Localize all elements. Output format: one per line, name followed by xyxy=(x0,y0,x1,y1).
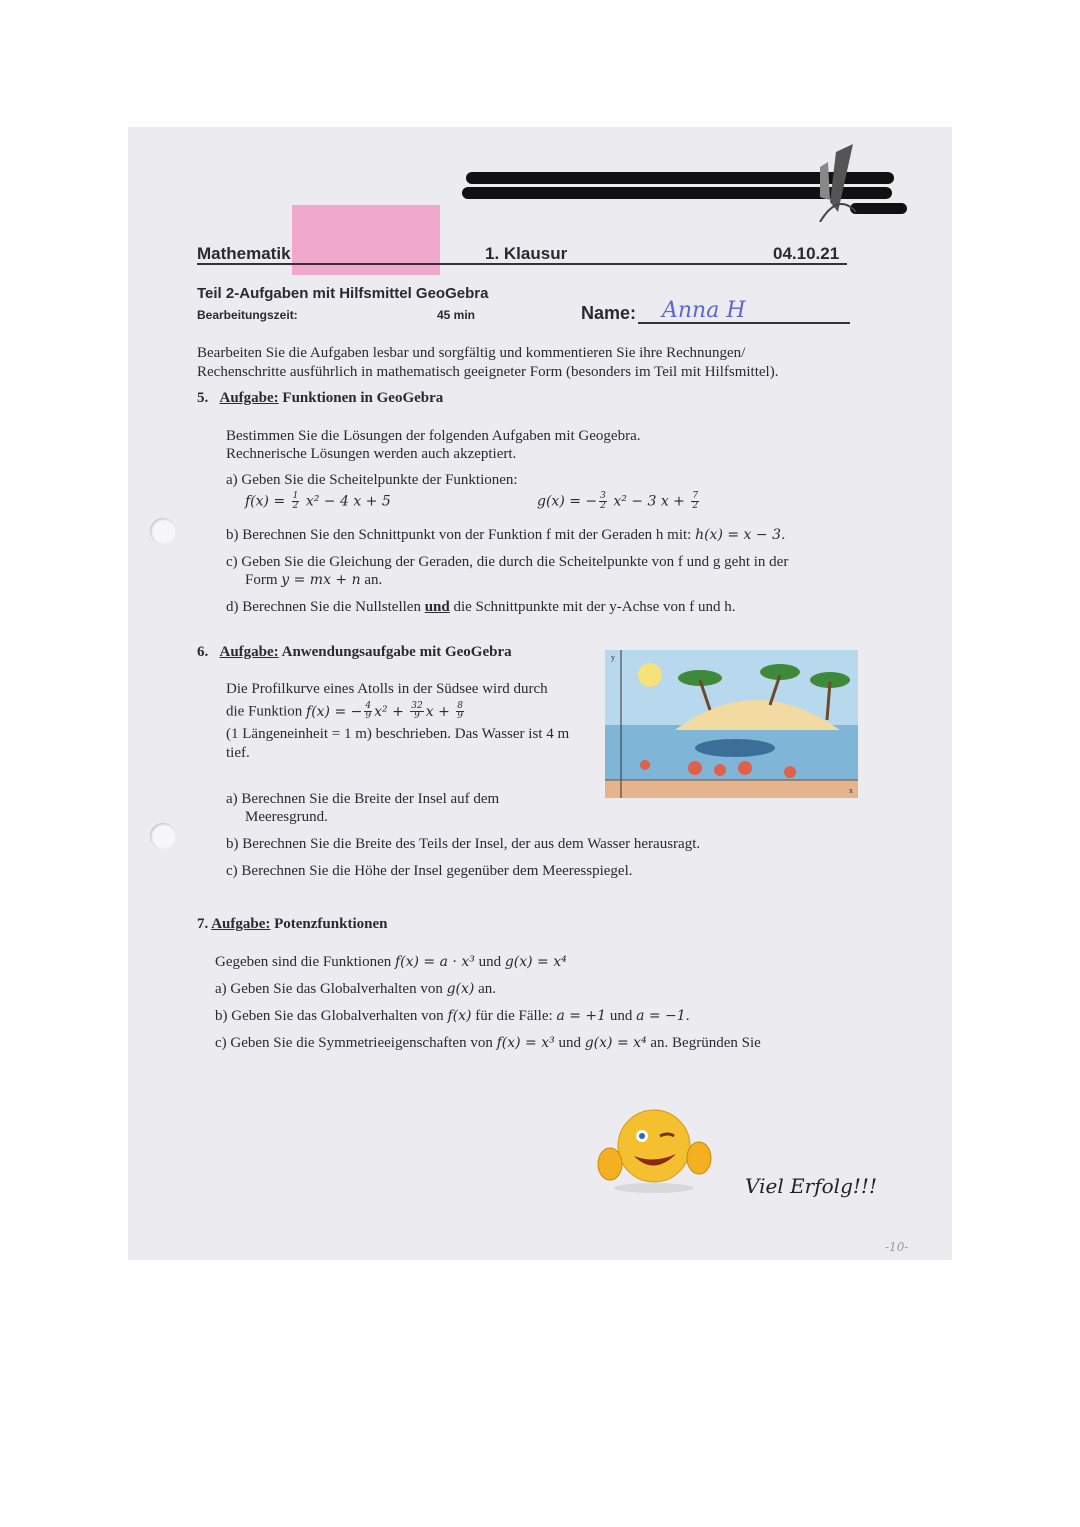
formula: a = +1 xyxy=(556,1008,607,1024)
formula: f(x) xyxy=(447,1008,472,1024)
task6-text: tief. xyxy=(226,745,250,761)
text: b) Geben Sie das Globalverhalten von xyxy=(215,1008,448,1024)
numerator: 8 xyxy=(457,701,463,711)
task6-text: (1 Längeneinheit = 1 m) beschrieben. Das Wasser ist 4 m xyxy=(226,726,570,742)
formula-term: x + xyxy=(425,703,455,720)
school-logo xyxy=(808,142,858,222)
text: an. Begründen Sie xyxy=(646,1035,761,1051)
text: Form xyxy=(245,572,282,588)
time-label: Bearbeitungszeit: xyxy=(197,308,298,322)
denominator: 2 xyxy=(692,501,699,511)
text: a) Geben Sie das Globalverhalten von xyxy=(215,981,447,997)
intro-line: Bearbeiten Sie die Aufgaben lesbar und sorgfältig und kommentieren Sie ihre Rechnungen/ xyxy=(197,345,746,361)
text: und xyxy=(606,1008,637,1024)
name-label: Name: xyxy=(581,303,637,323)
text: die Schnittpunkte mit der y-Achse von f und h. xyxy=(449,599,736,615)
atoll-illustration xyxy=(605,650,858,798)
numerator: 32 xyxy=(411,701,423,711)
task5-b xyxy=(226,526,785,544)
task-number: 5. xyxy=(197,390,209,406)
task-title: Anwendungsaufgabe mit GeoGebra xyxy=(281,644,512,660)
denominator: 9 xyxy=(414,711,420,721)
task6-text xyxy=(226,702,466,721)
task6-a: a) Berechnen Sie die Breite der Insel auf dem xyxy=(226,791,500,807)
task5-text: Rechnerische Lösungen werden auch akzeptiert. xyxy=(226,446,517,462)
task6-heading xyxy=(197,643,512,661)
task-number: 6. xyxy=(197,644,209,660)
numerator: 7 xyxy=(692,491,699,501)
text: und xyxy=(474,954,505,970)
formula: f(x) = a · x³ xyxy=(394,954,475,970)
task6-c: c) Berechnen Sie die Höhe der Insel gegenüber dem Meeresspiegel. xyxy=(226,863,633,879)
task7-a xyxy=(215,980,496,998)
text: d) Berechnen Sie die Nullstellen xyxy=(226,599,425,615)
winking-smiley-icon xyxy=(592,1102,717,1194)
name-value: Anna H xyxy=(662,298,746,323)
formula: g(x) xyxy=(446,981,475,997)
formula: g(x) = x⁴ xyxy=(504,954,567,970)
text: an. xyxy=(360,572,383,588)
text: die Funktion xyxy=(226,703,307,720)
formula-g xyxy=(537,492,701,511)
formula-f xyxy=(245,492,391,511)
formula: g(x) = x⁴ xyxy=(584,1035,647,1051)
formula-term: f(x) = − xyxy=(306,703,363,720)
fraction xyxy=(456,702,464,721)
formula-atoll xyxy=(306,701,466,721)
subject: Mathematik xyxy=(197,244,291,263)
numerator: 3 xyxy=(600,491,606,501)
task7-text xyxy=(215,953,567,971)
text: Gegeben sind die Funktionen xyxy=(215,954,395,970)
redaction-bar xyxy=(850,203,907,214)
denominator: 2 xyxy=(600,501,606,511)
task-label: Aufgabe: xyxy=(219,390,279,406)
task5-c-cont xyxy=(245,571,382,589)
emphasis: und xyxy=(424,599,450,615)
formula-term: f(x) = xyxy=(245,493,290,510)
fraction xyxy=(691,492,699,511)
time-value: 45 min xyxy=(437,308,476,322)
task6-text: Die Profilkurve eines Atolls in der Südsee wird durch xyxy=(226,681,548,697)
text: b) Berechnen Sie den Schnittpunkt von der Funktion f mit der Geraden h mit: xyxy=(226,527,696,543)
denominator: 9 xyxy=(365,711,372,721)
task-label: Aufgabe: xyxy=(211,916,271,932)
intro-line: Rechenschritte ausführlich in mathematisch geeigneter Form (besonders im Teil mit Hilfsmittel). xyxy=(197,364,779,380)
task5-text: Bestimmen Sie die Lösungen der folgenden Aufgaben mit Geogebra. xyxy=(226,428,641,444)
text: . xyxy=(685,1008,690,1024)
punch-hole xyxy=(150,823,176,849)
fraction xyxy=(599,492,607,511)
task-number: 7. xyxy=(197,916,209,932)
good-luck-text: Viel Erfolg!!! xyxy=(745,1174,877,1198)
axis-label-x: x xyxy=(849,786,853,795)
text: und xyxy=(554,1035,585,1051)
axis-label-y: y xyxy=(611,653,615,662)
text: c) Geben Sie die Symmetrieeigenschaften von xyxy=(215,1035,497,1051)
text: an. xyxy=(474,981,497,997)
task5-c: c) Geben Sie die Gleichung der Geraden, die durch die Scheitelpunkte von f und g geht in der xyxy=(226,554,789,570)
task-label: Aufgabe: xyxy=(219,644,279,660)
formula-term: x² − 3 x + xyxy=(608,493,690,510)
task7-heading xyxy=(197,915,387,933)
task5-d xyxy=(226,598,736,616)
fraction xyxy=(410,702,423,721)
punch-hole xyxy=(150,518,176,544)
formula: a = −1 xyxy=(636,1008,686,1024)
formula-term: g(x) = − xyxy=(537,493,598,510)
task7-c xyxy=(215,1034,761,1052)
formula: f(x) = x³ xyxy=(496,1035,555,1051)
task6-b: b) Berechnen Sie die Breite des Teils der Insel, der aus dem Wasser herausragt. xyxy=(226,836,701,852)
numerator: 1 xyxy=(292,491,299,501)
fraction xyxy=(364,702,372,721)
fraction xyxy=(292,492,300,511)
text: für die Fälle: xyxy=(471,1008,557,1024)
numerator: 4 xyxy=(365,701,372,711)
part-title: Teil 2-Aufgaben mit Hilfsmittel GeoGebra xyxy=(197,285,489,302)
denominator: 2 xyxy=(292,501,299,511)
page-number: -10- xyxy=(885,1240,909,1254)
formula-line: y = mx + n xyxy=(281,572,361,588)
task-title: Potenzfunktionen xyxy=(274,916,388,932)
task5-heading xyxy=(197,389,443,407)
task-title: Funktionen in GeoGebra xyxy=(282,390,444,406)
formula-term: x² + xyxy=(374,703,409,720)
formula-h: h(x) = x − 3. xyxy=(695,527,786,543)
task5-a: a) Geben Sie die Scheitelpunkte der Funktionen: xyxy=(226,472,518,488)
exam-date: 04.10.21 xyxy=(773,244,840,263)
task6-a-cont: Meeresgrund. xyxy=(245,809,328,825)
exam-title: 1. Klausur xyxy=(485,244,568,263)
formula-term: x² − 4 x + 5 xyxy=(301,493,391,510)
task7-b xyxy=(215,1007,689,1025)
denominator: 9 xyxy=(457,711,463,721)
